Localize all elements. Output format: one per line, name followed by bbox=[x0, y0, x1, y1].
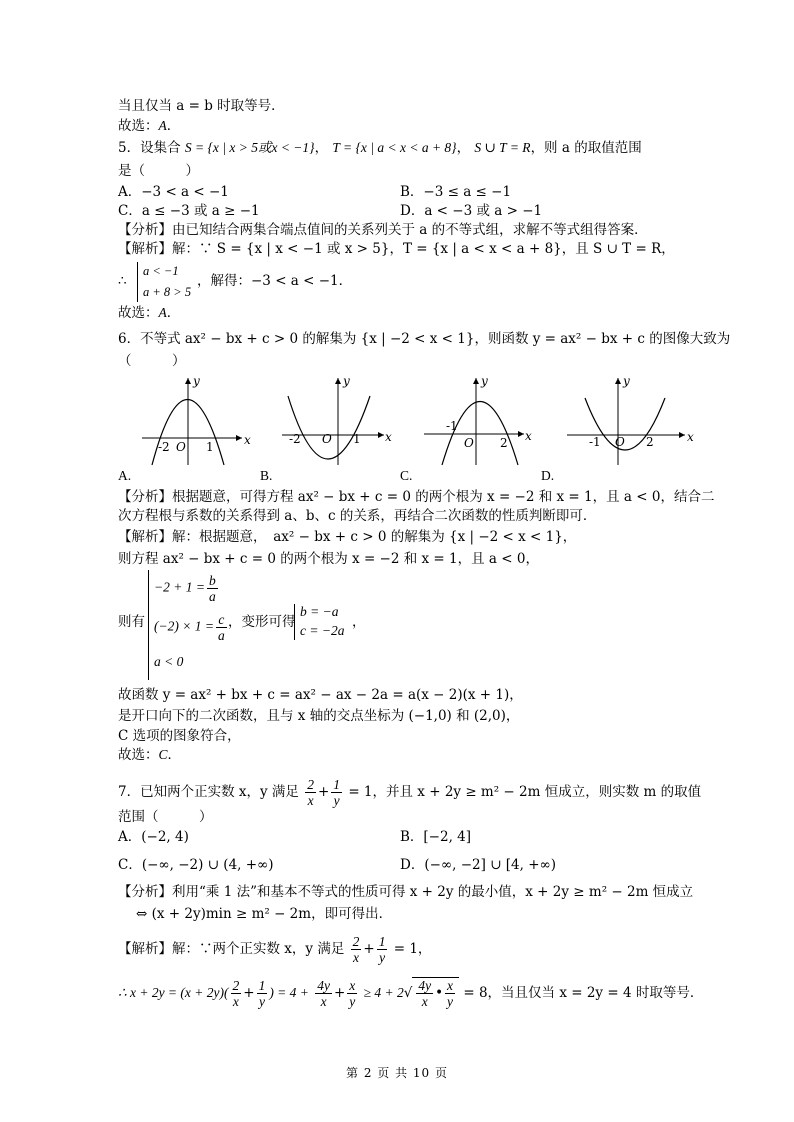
parabola bbox=[288, 396, 370, 459]
y-axis-label: y bbox=[193, 374, 200, 388]
origin-label: O bbox=[176, 440, 186, 454]
denominator: a bbox=[217, 628, 225, 643]
origin-label: O bbox=[322, 432, 332, 446]
graph-label-a: A. bbox=[118, 468, 132, 483]
y-axis-label: y bbox=[623, 374, 630, 388]
analysis-text: 根据题意，可得方程 ax² − bx + c = 0 的两个根为 x = −2 和 x = 1，且 a < 0，结合二 bbox=[172, 489, 715, 505]
y-axis-arrow bbox=[473, 378, 479, 384]
question-number: 7． bbox=[118, 784, 141, 800]
stem-text: 已知两个正实数 x，y 满足 bbox=[140, 784, 299, 800]
operator: + bbox=[317, 784, 330, 800]
root-label: -1 bbox=[446, 419, 458, 433]
fraction bbox=[351, 934, 362, 965]
x-axis-label: x bbox=[687, 430, 694, 444]
numerator: 4y bbox=[418, 978, 432, 993]
solution-tag: 【解析】 bbox=[118, 941, 172, 957]
q6-conclusion: 故函数 y = ax² + bx + c = ax² − ax − 2a = a(x − 2)(x + 1)， bbox=[118, 687, 523, 703]
graph-label-d: D. bbox=[541, 468, 555, 483]
answer-line: 故选：A． bbox=[118, 305, 181, 321]
expr: ≥ 4 + 2 bbox=[363, 985, 404, 1000]
x-axis-label: x bbox=[525, 429, 532, 443]
analysis-tag: 【分析】 bbox=[118, 884, 172, 900]
question-number: 6． bbox=[118, 331, 141, 347]
analysis-tag: 【分析】 bbox=[118, 222, 172, 238]
system-line: a < −1 bbox=[143, 264, 179, 278]
denominator: x bbox=[421, 994, 428, 1009]
q7-option-c: C．(−∞, −2) ∪ (4, +∞) bbox=[118, 857, 274, 873]
denominator: a bbox=[208, 589, 216, 604]
x-axis-arrow bbox=[518, 431, 524, 437]
denominator: y bbox=[258, 994, 265, 1009]
root-label: -2 bbox=[289, 432, 301, 446]
q6-stem bbox=[118, 330, 730, 348]
eq-lhs: (−2) × 1 = bbox=[154, 618, 214, 634]
result-line: c = −2a bbox=[300, 623, 345, 638]
sep: ， bbox=[314, 140, 329, 156]
answer-prefix: 故选： bbox=[118, 747, 159, 763]
sqrt-body: $\frac{4y}{x}$ • $\frac{x}{y}$ bbox=[412, 977, 459, 1009]
fraction bbox=[331, 777, 342, 808]
q5-option-d: D．a < −3 或 a > −1 bbox=[400, 203, 543, 219]
x-axis-label: x bbox=[385, 430, 392, 444]
system-line bbox=[154, 612, 229, 643]
root-label: 2 bbox=[646, 435, 654, 449]
fraction bbox=[377, 934, 388, 965]
x-axis-arrow bbox=[236, 435, 242, 441]
denominator: y bbox=[379, 950, 386, 965]
system-mid: ，变形可得 bbox=[228, 614, 296, 630]
numerator: 2 bbox=[307, 777, 314, 792]
brace bbox=[137, 262, 138, 302]
numerator: 1 bbox=[378, 934, 386, 949]
y-axis-arrow bbox=[615, 378, 621, 384]
brace bbox=[148, 570, 149, 680]
q7-solution bbox=[118, 934, 431, 965]
fraction bbox=[445, 978, 455, 1009]
answer-value: C bbox=[158, 747, 168, 762]
denominator: x bbox=[307, 793, 314, 808]
graph-label-c: C. bbox=[400, 468, 413, 483]
q6-conclusion: 是开口向下的二次函数，且与 x 轴的交点坐标为 (−1,0) 和 (2,0)， bbox=[118, 708, 520, 724]
root-label: 2 bbox=[500, 436, 508, 450]
fraction bbox=[416, 978, 433, 1009]
numerator: c bbox=[216, 612, 227, 628]
q7-stem-cont: 范围（ ） bbox=[118, 809, 213, 825]
denominator: y bbox=[447, 994, 454, 1009]
root-label: 1 bbox=[206, 440, 214, 454]
numerator: 1 bbox=[258, 978, 266, 993]
stem-text: 不等式 ax² − bx + c > 0 的解集为 {x | −2 < x < 1}，则函数 y = ax² − bx + c 的图像大致为 bbox=[140, 331, 731, 347]
question-number: 5． bbox=[118, 140, 141, 156]
q5-system-prefix: ∴ bbox=[118, 273, 127, 289]
q5-stem-cont: 是（ ） bbox=[118, 163, 199, 179]
y-axis-label: y bbox=[343, 374, 350, 388]
analysis-tag: 【分析】 bbox=[118, 489, 172, 505]
text-line: 当且仅当 a = b 时取等号． bbox=[118, 98, 285, 114]
q7-option-a: A．(−2, 4) bbox=[118, 829, 189, 845]
q5-option-b: B．−3 ≤ a ≤ −1 bbox=[400, 184, 512, 200]
stem-text: = 1，并且 x + 2y ≥ m² − 2m 恒成立，则实数 m 的取值 bbox=[348, 784, 702, 800]
system-line: a < 0 bbox=[154, 654, 184, 669]
numerator: 2 bbox=[232, 978, 240, 993]
system-prefix: 则有 bbox=[118, 614, 145, 630]
solution-tag: 【解析】 bbox=[118, 241, 172, 257]
solution-text: 解：根据题意， ax² − bx + c > 0 的解集为 {x | −2 < x < 1}， bbox=[172, 529, 577, 545]
fraction bbox=[207, 573, 218, 604]
expr: ∴ x + 2y = (x + 2y)( bbox=[118, 985, 229, 1000]
q7-option-b: B．[−2, 4] bbox=[400, 829, 472, 845]
fraction bbox=[257, 978, 268, 1009]
root-label: -2 bbox=[158, 440, 170, 454]
set-s: S = {x | x > 5或x < −1} bbox=[184, 140, 315, 155]
fraction bbox=[231, 978, 242, 1009]
answer-value: A bbox=[158, 305, 167, 320]
system-line: a + 8 > 5 bbox=[143, 285, 192, 299]
denominator: x bbox=[232, 994, 239, 1009]
answer-value: A bbox=[158, 118, 167, 133]
y-axis-arrow bbox=[185, 378, 191, 384]
q6-conclusion: C 选项的图象符合， bbox=[118, 728, 241, 744]
numerator: 1 bbox=[333, 777, 341, 792]
graph-c bbox=[400, 372, 555, 468]
numerator: 4y bbox=[317, 978, 330, 993]
q5-option-c: C．a ≤ −3 或 a ≥ −1 bbox=[118, 203, 260, 219]
solution-text: = 1， bbox=[393, 941, 432, 957]
solution-text: 解：∵两个正实数 x，y 满足 bbox=[172, 941, 345, 957]
q5-stem: 5．设集合 S = {x | x > 5或x < −1}， T = {x | a < x < a + 8}， S ∪ T = R，则 a 的取值范围 bbox=[118, 140, 642, 156]
x-axis-arrow bbox=[378, 432, 384, 438]
x-axis-arrow bbox=[679, 432, 685, 438]
stem-text: ，则 a 的取值范围 bbox=[530, 140, 642, 156]
set-t: T = {x | a < x < a + 8} bbox=[332, 140, 457, 155]
solution-text: = 8，当且仅当 x = 2y = 4 时取等号． bbox=[463, 985, 704, 1001]
q7-option-d: D．(−∞, −2] ∪ [4, +∞) bbox=[400, 857, 557, 873]
answer-prefix: 故选： bbox=[118, 118, 159, 134]
fraction bbox=[315, 978, 332, 1009]
sqrt-sign: √ bbox=[403, 985, 413, 1001]
q6-analysis-cont: 次方程根与系数的关系得到 a、b、c 的关系，再结合二次函数的性质判断即可． bbox=[118, 508, 597, 524]
graph-d bbox=[541, 372, 696, 468]
q5-option-a: A．−3 < a < −1 bbox=[118, 184, 229, 200]
q6-stem-cont: （ ） bbox=[118, 353, 186, 369]
q6-solution bbox=[118, 528, 576, 546]
q6-solution-cont: 则方程 ax² − bx + c = 0 的两个根为 x = −2 和 x = 1，且 a < 0， bbox=[118, 551, 539, 567]
operator: + bbox=[243, 985, 255, 1001]
system-line bbox=[154, 573, 220, 604]
answer-prefix: 故选： bbox=[118, 305, 159, 321]
root-label: -1 bbox=[589, 435, 601, 449]
graph-a bbox=[118, 372, 273, 468]
solution-tag: 【解析】 bbox=[118, 529, 172, 545]
graph-b bbox=[260, 372, 415, 468]
numerator: x bbox=[349, 978, 356, 993]
q7-analysis bbox=[118, 883, 693, 901]
solution-text: 解：∵ S = {x | x < −1 或 x > 5}，T = {x | a < x < a + 8}，且 S ∪ T = R， bbox=[172, 241, 675, 257]
y-axis-arrow bbox=[335, 378, 341, 384]
answer-line: 故选：A． bbox=[118, 118, 181, 134]
expr: ) = 4 + bbox=[269, 985, 309, 1000]
q5-solution bbox=[118, 240, 675, 258]
operator: + bbox=[333, 985, 346, 1001]
origin-label: O bbox=[615, 435, 625, 449]
numerator: 2 bbox=[352, 934, 360, 949]
y-axis-label: y bbox=[481, 374, 488, 388]
parabola bbox=[442, 402, 518, 466]
answer-line: 故选：C． bbox=[118, 747, 182, 763]
x-axis-label: x bbox=[244, 433, 251, 447]
q6-analysis bbox=[118, 488, 714, 506]
analysis-text: 利用“乘 1 法”和基本不等式的性质可得 x + 2y 的最小值，x + 2y ≥ m² − 2m 恒成立 bbox=[172, 884, 694, 900]
origin-label: O bbox=[464, 436, 474, 450]
denominator: x bbox=[320, 994, 327, 1009]
graph-label-b: B. bbox=[260, 468, 273, 483]
numerator: b bbox=[208, 573, 216, 588]
operator: + bbox=[363, 941, 375, 957]
denominator: y bbox=[333, 793, 340, 808]
numerator: x bbox=[447, 978, 454, 993]
denominator: y bbox=[349, 994, 356, 1009]
union-condition: S ∪ T = R bbox=[474, 140, 531, 155]
q7-solution-cont bbox=[118, 977, 703, 1009]
eq-lhs: −2 + 1 = bbox=[154, 579, 205, 595]
page-footer: 第 2 页 共 10 页 bbox=[346, 1066, 448, 1080]
q7-stem bbox=[118, 777, 701, 808]
root-label: 1 bbox=[353, 432, 361, 446]
fraction bbox=[347, 978, 357, 1009]
q7-analysis-cont: ⇔ (x + 2y)min ≥ m² − 2m，即可得出． bbox=[136, 906, 393, 922]
fraction bbox=[305, 777, 316, 808]
denominator: x bbox=[353, 950, 359, 965]
result-line: b = −a bbox=[300, 604, 339, 619]
system-result: ，解得：−3 < a < −1． bbox=[197, 273, 353, 289]
result-end: ， bbox=[352, 614, 366, 630]
q5-analysis bbox=[118, 221, 648, 239]
fraction bbox=[216, 612, 227, 643]
brace bbox=[294, 604, 295, 640]
analysis-text: 由已知结合两集合端点值间的关系列关于 a 的不等式组，求解不等式组得答案． bbox=[172, 222, 648, 238]
stem-text: 设集合 bbox=[140, 140, 181, 156]
